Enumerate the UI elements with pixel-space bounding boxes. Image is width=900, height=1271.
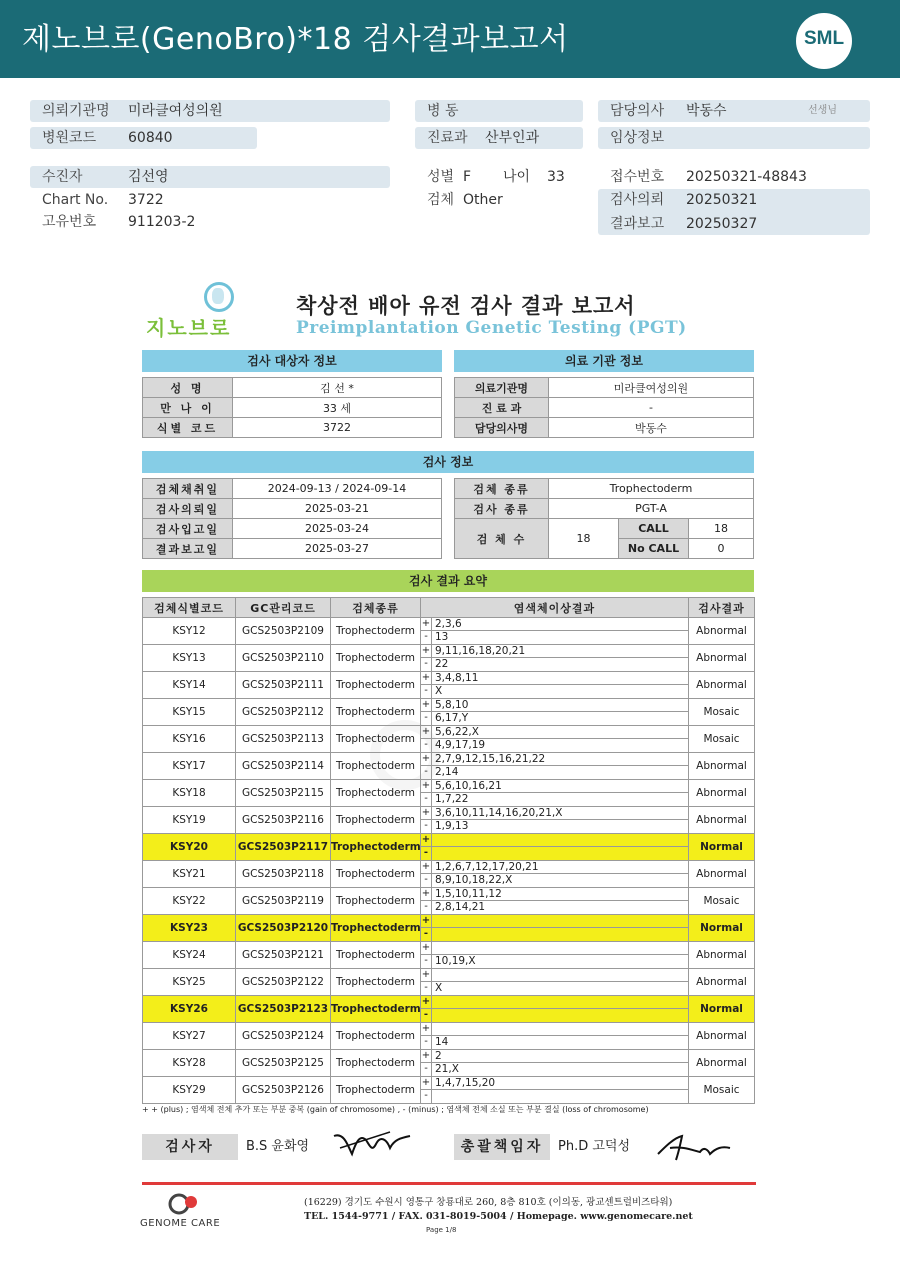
gc-code-cell: GCS2503P2114	[236, 753, 331, 780]
sample-type-cell: Trophectoderm	[331, 1023, 421, 1050]
chromosome-result-cell	[421, 780, 689, 807]
plus-sign: +	[421, 726, 431, 737]
sample-id-cell: KSY23	[143, 915, 236, 942]
chart-number-field: Chart No. 3722	[42, 192, 164, 208]
sample-id-cell: KSY26	[143, 996, 236, 1023]
subject-info-heading: 검사 대상자 정보	[142, 350, 442, 372]
chromosome-result-cell	[421, 672, 689, 699]
table-row	[143, 726, 755, 753]
doctor-field: 담당의사 박동수 선생님	[598, 100, 870, 122]
loss-chromosomes: 8,9,10,18,22,X	[435, 874, 513, 886]
test-result-cell: Abnormal	[689, 753, 755, 780]
chromosome-result-cell	[421, 915, 689, 942]
department-field: 진료과 산부인과	[415, 127, 583, 149]
gc-code-cell: GCS2503P2123	[236, 996, 331, 1023]
gain-chromosomes: 1,5,10,11,12	[435, 888, 502, 900]
table-row	[143, 699, 755, 726]
clinical-info-field: 임상정보	[598, 127, 870, 149]
sample-type-cell: Trophectoderm	[331, 1077, 421, 1104]
examiner-signature-icon	[330, 1126, 414, 1162]
gc-code-cell: GCS2503P2110	[236, 645, 331, 672]
col-chromosome-result: 염색체이상결과	[421, 598, 689, 618]
table-row	[143, 753, 755, 780]
sample-id-cell: KSY19	[143, 807, 236, 834]
sample-type-cell: Trophectoderm	[331, 699, 421, 726]
examiner-name: B.S 윤화영	[246, 1139, 310, 1154]
plus-sign: +	[421, 780, 431, 791]
test-info-heading: 검사 정보	[142, 451, 754, 473]
loss-chromosomes: 13	[435, 631, 449, 643]
chromosome-result-cell	[421, 699, 689, 726]
test-result-cell: Abnormal	[689, 645, 755, 672]
loss-chromosomes: X	[435, 982, 443, 994]
loss-chromosomes: 21,X	[435, 1063, 459, 1075]
company-address: (16229) 경기도 수원시 영통구 창룡대로 260, 8층 810호 (이의동, 광교센트럴비즈타워) TEL. 1544-9771 / FAX. 031-8019-5004 / Homepage. www.genomecare.net	[304, 1197, 693, 1222]
examiner-label: 검사자	[142, 1134, 238, 1160]
minus-sign: -	[421, 739, 432, 752]
minus-sign: -	[421, 901, 432, 914]
test-result-cell: Abnormal	[689, 807, 755, 834]
sample-id-cell: KSY15	[143, 699, 236, 726]
test-result-cell: Mosaic	[689, 699, 755, 726]
chromosome-result-cell	[421, 618, 689, 645]
report-title: 착상전 배아 유전 검사 결과 보고서	[296, 294, 636, 318]
loss-chromosomes: 1,7,22	[435, 793, 469, 805]
patient-field: 수진자 김선영	[30, 166, 390, 188]
loss-chromosomes: 2,14	[435, 766, 459, 778]
sample-id-cell: KSY29	[143, 1077, 236, 1104]
loss-chromosomes: 2,8,14,21	[435, 901, 486, 913]
plus-sign: +	[421, 969, 431, 980]
receipt-number-field: 접수번호 20250321-48843	[610, 169, 807, 185]
col-test-result: 검사결과	[689, 598, 755, 618]
gc-code-cell: GCS2503P2111	[236, 672, 331, 699]
director-signature-icon	[652, 1128, 734, 1164]
gc-code-cell: GCS2503P2122	[236, 969, 331, 996]
chromosome-result-cell	[421, 1023, 689, 1050]
loss-chromosomes: 14	[435, 1036, 449, 1048]
plus-sign: +	[421, 861, 431, 872]
test-result-cell: Mosaic	[689, 888, 755, 915]
minus-sign: -	[421, 658, 432, 671]
minus-sign: -	[421, 793, 432, 806]
plus-sign: +	[421, 942, 431, 953]
test-type-table: 검체 종류 Trophectoderm 검사 종류 PGT-A 검 체 수 18 CALL 18 No CALL 0	[454, 478, 754, 559]
test-dates-table: 검체채취일 2024-09-13 / 2024-09-14 검사의뢰일 2025-03-21 검사입고일 2025-03-24 결과보고일 2025-03-27	[142, 478, 442, 559]
gc-code-cell: GCS2503P2115	[236, 780, 331, 807]
col-sample-type: 검체종류	[331, 598, 421, 618]
test-result-cell: Abnormal	[689, 1050, 755, 1077]
minus-sign: -	[421, 712, 432, 725]
gain-chromosomes: 2,3,6	[435, 618, 462, 630]
test-result-cell: Abnormal	[689, 618, 755, 645]
sample-id-cell: KSY13	[143, 645, 236, 672]
hospital-code-field: 병원코드 60840	[30, 127, 257, 149]
genobro-logo-text: 지노브로	[146, 316, 232, 340]
chromosome-result-cell	[421, 1077, 689, 1104]
table-row	[143, 645, 755, 672]
test-result-cell: Mosaic	[689, 726, 755, 753]
test-result-cell: Abnormal	[689, 780, 755, 807]
sample-id-cell: KSY12	[143, 618, 236, 645]
genome-care-logo	[140, 1192, 230, 1232]
table-row	[143, 780, 755, 807]
gain-chromosomes: 2,7,9,12,15,16,21,22	[435, 753, 546, 765]
plus-sign: +	[421, 753, 431, 764]
results-table	[142, 597, 755, 1104]
sample-type-cell: Trophectoderm	[331, 726, 421, 753]
col-sample-id: 검체식별코드	[143, 598, 236, 618]
sample-type-cell: Trophectoderm	[331, 915, 421, 942]
test-result-cell: Abnormal	[689, 942, 755, 969]
sample-id-cell: KSY24	[143, 942, 236, 969]
table-row	[143, 834, 755, 861]
plus-sign: +	[421, 699, 431, 710]
test-result-cell: Normal	[689, 996, 755, 1023]
request-report-field: 검사의뢰 20250321 결과보고 20250327	[598, 189, 870, 235]
sml-logo-text: SML	[803, 28, 845, 49]
report-subtitle: Preimplantation Genetic Testing (PGT)	[296, 318, 687, 338]
sample-type-cell: Trophectoderm	[331, 969, 421, 996]
gc-code-cell: GCS2503P2121	[236, 942, 331, 969]
plus-sign: +	[421, 618, 431, 629]
loss-chromosomes: 6,17,Y	[435, 712, 469, 724]
chromosome-result-cell	[421, 834, 689, 861]
table-row	[143, 915, 755, 942]
loss-chromosomes: 22	[435, 658, 449, 670]
chromosome-result-cell	[421, 888, 689, 915]
chromosome-result-cell	[421, 807, 689, 834]
genome-care-mark-icon	[167, 1192, 203, 1216]
minus-sign: -	[421, 847, 432, 860]
loss-chromosomes: X	[435, 685, 443, 697]
table-row	[143, 969, 755, 996]
table-row	[143, 942, 755, 969]
chromosome-result-cell	[421, 645, 689, 672]
loss-chromosomes: 4,9,17,19	[435, 739, 486, 751]
genobro-logo	[146, 282, 256, 342]
sample-id-cell: KSY20	[143, 834, 236, 861]
top-banner	[0, 0, 900, 78]
table-row	[143, 1023, 755, 1050]
plus-sign: +	[421, 1050, 431, 1061]
legend-note: + + (plus) ; 염색체 전체 추가 또는 부분 중복 (gain of chromosome) , - (minus) ; 염색체 전체 소실 또는 부분 결실 (loss of chromosome)	[142, 1105, 649, 1114]
plus-sign: +	[421, 996, 431, 1007]
minus-sign: -	[421, 1009, 432, 1022]
chromosome-result-cell	[421, 996, 689, 1023]
minus-sign: -	[421, 982, 432, 995]
minus-sign: -	[421, 1063, 432, 1076]
gc-code-cell: GCS2503P2113	[236, 726, 331, 753]
plus-sign: +	[421, 672, 431, 683]
gain-chromosomes: 2	[435, 1050, 442, 1062]
minus-sign: -	[421, 631, 432, 644]
test-result-cell: Normal	[689, 834, 755, 861]
table-row	[143, 996, 755, 1023]
chromosome-result-cell	[421, 969, 689, 996]
plus-sign: +	[421, 915, 431, 926]
plus-sign: +	[421, 1077, 431, 1088]
plus-sign: +	[421, 888, 431, 899]
table-row	[143, 618, 755, 645]
institution-info-heading: 의료 기관 정보	[454, 350, 754, 372]
minus-sign: -	[421, 685, 432, 698]
chromosome-result-cell	[421, 942, 689, 969]
test-result-cell: Abnormal	[689, 672, 755, 699]
sample-id-cell: KSY27	[143, 1023, 236, 1050]
ward-field: 병 동	[415, 100, 583, 122]
plus-sign: +	[421, 807, 431, 818]
gc-code-cell: GCS2503P2118	[236, 861, 331, 888]
director-label: 총괄책임자	[454, 1134, 550, 1160]
test-result-cell: Abnormal	[689, 969, 755, 996]
gc-code-cell: GCS2503P2125	[236, 1050, 331, 1077]
sample-type-cell: Trophectoderm	[331, 888, 421, 915]
gain-chromosomes: 1,4,7,15,20	[435, 1077, 496, 1089]
sample-type-cell: Trophectoderm	[331, 618, 421, 645]
sample-type-cell: Trophectoderm	[331, 996, 421, 1023]
gc-code-cell: GCS2503P2119	[236, 888, 331, 915]
result-summary-heading: 검사 결과 요약	[142, 570, 754, 592]
sample-id-cell: KSY28	[143, 1050, 236, 1077]
gain-chromosomes: 5,6,22,X	[435, 726, 479, 738]
minus-sign: -	[421, 820, 432, 833]
sample-id-cell: KSY14	[143, 672, 236, 699]
gain-chromosomes: 3,4,8,11	[435, 672, 479, 684]
gain-chromosomes: 5,8,10	[435, 699, 469, 711]
loss-chromosomes: 1,9,13	[435, 820, 469, 832]
sample-type-cell: Trophectoderm	[331, 1050, 421, 1077]
sample-type-cell: Trophectoderm	[331, 834, 421, 861]
sample-id-cell: KSY25	[143, 969, 236, 996]
gain-chromosomes: 5,6,10,16,21	[435, 780, 502, 792]
report-banner-title: 제노브로(GenoBro)*18 검사결과보고서	[22, 22, 569, 57]
sample-type-cell: Trophectoderm	[331, 645, 421, 672]
loss-chromosomes: 10,19,X	[435, 955, 476, 967]
table-row	[143, 672, 755, 699]
minus-sign: -	[421, 1036, 432, 1049]
institution-info-table: 의료기관명 미라클여성의원 진 료 과 - 담당의사명 박동수	[454, 377, 754, 438]
test-result-cell: Mosaic	[689, 1077, 755, 1104]
sml-logo	[796, 13, 852, 69]
test-result-cell: Normal	[689, 915, 755, 942]
gain-chromosomes: 3,6,10,11,14,16,20,21,X	[435, 807, 563, 819]
sample-id-cell: KSY21	[143, 861, 236, 888]
minus-sign: -	[421, 1090, 432, 1103]
sample-type-cell: Trophectoderm	[331, 753, 421, 780]
minus-sign: -	[421, 766, 432, 779]
company-name: GENOME CARE	[140, 1218, 221, 1229]
gain-chromosomes: 1,2,6,7,12,17,20,21	[435, 861, 539, 873]
gc-code-cell: GCS2503P2109	[236, 618, 331, 645]
institution-field: 의뢰기관명 미라클여성의원	[30, 100, 390, 122]
plus-sign: +	[421, 834, 431, 845]
table-row	[143, 1077, 755, 1104]
table-row	[143, 1050, 755, 1077]
director-name: Ph.D 고덕성	[558, 1139, 631, 1154]
table-row	[143, 861, 755, 888]
gc-code-cell: GCS2503P2116	[236, 807, 331, 834]
table-row	[143, 888, 755, 915]
sample-id-cell: KSY17	[143, 753, 236, 780]
minus-sign: -	[421, 874, 432, 887]
gain-chromosomes: 9,11,16,18,20,21	[435, 645, 526, 657]
chromosome-result-cell	[421, 861, 689, 888]
sample-id-cell: KSY18	[143, 780, 236, 807]
specimen-field: 검체 Other	[427, 192, 503, 208]
minus-sign: -	[421, 928, 432, 941]
page-number: Page 1/8	[426, 1226, 457, 1234]
gc-code-cell: GCS2503P2124	[236, 1023, 331, 1050]
minus-sign: -	[421, 955, 432, 968]
test-result-cell: Abnormal	[689, 1023, 755, 1050]
sample-type-cell: Trophectoderm	[331, 807, 421, 834]
sample-type-cell: Trophectoderm	[331, 780, 421, 807]
footer-divider	[142, 1182, 756, 1185]
chromosome-result-cell	[421, 726, 689, 753]
gc-code-cell: GCS2503P2126	[236, 1077, 331, 1104]
subject-info-table: 성 명 김 선 * 만 나 이 33 세 식별 코드 3722	[142, 377, 442, 438]
gc-code-cell: GCS2503P2117	[236, 834, 331, 861]
chromosome-result-cell	[421, 753, 689, 780]
test-result-cell: Abnormal	[689, 861, 755, 888]
plus-sign: +	[421, 1023, 431, 1034]
plus-sign: +	[421, 645, 431, 656]
gc-code-cell: GCS2503P2120	[236, 915, 331, 942]
sex-age-field: 성별 F 나이 33	[427, 169, 565, 185]
sample-type-cell: Trophectoderm	[331, 672, 421, 699]
sample-id-cell: KSY16	[143, 726, 236, 753]
chromosome-result-cell	[421, 1050, 689, 1077]
unique-number-field: 고유번호 911203-2	[42, 214, 196, 230]
sample-id-cell: KSY22	[143, 888, 236, 915]
sample-type-cell: Trophectoderm	[331, 861, 421, 888]
gc-code-cell: GCS2503P2112	[236, 699, 331, 726]
table-row	[143, 807, 755, 834]
sample-type-cell: Trophectoderm	[331, 942, 421, 969]
col-gc-code: GC관리코드	[236, 598, 331, 618]
